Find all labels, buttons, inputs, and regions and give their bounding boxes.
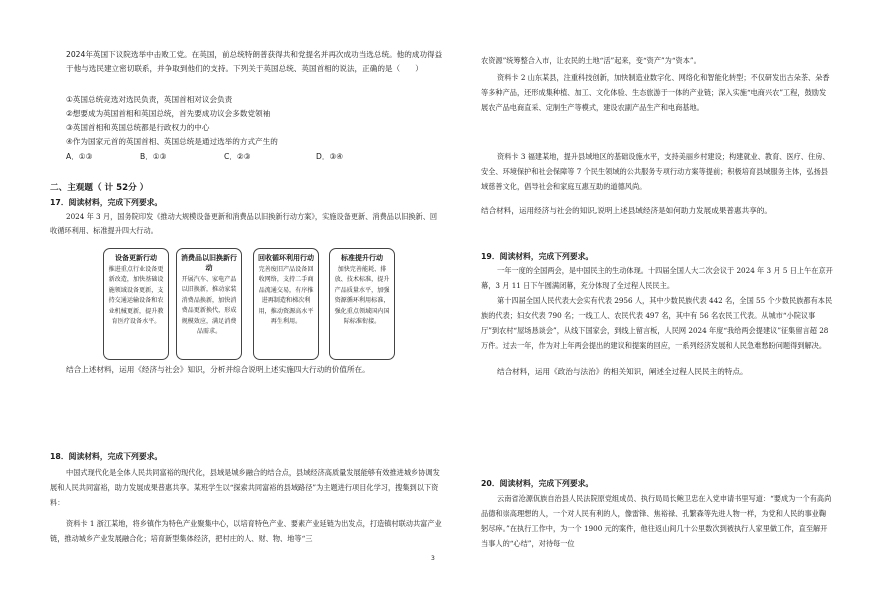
option-a: A．①③ bbox=[66, 152, 93, 161]
q16-options bbox=[66, 150, 444, 164]
q16-item-1: ①英国总统竞选对选民负责，英国首相对议会负责 bbox=[66, 95, 233, 104]
q16-stem: 2024年英国下议院选举中击败工党。在英国，前总统特朗普获得共和党提名并再次成功当选总统。他的成功得益于他与选民建立密切联系，并争取到他们的支持。下列关于英国总统、英国首相的说法，正确的是（ ） bbox=[66, 50, 443, 73]
q20-material: 云南省沧源佤族自治县人民法院原党组成员、执行局局长鲍卫忠在入党申请书里写道：“要成为一个有高尚品德和崇高理想的人，一个对人民有利的人，像雷锋、焦裕禄、孔繁森等先进人物一样，为党和人民的事业鞠躬尽瘁。”在执行工作中，为一个 1900 元的案件，他往返山间几十公里数次到被执行人家里做工作，直至解开当事人的“心结”，对待每一位 bbox=[481, 494, 832, 548]
box-recycling bbox=[253, 248, 319, 360]
q17-heading: 17．阅读材料，完成下列要求。 bbox=[50, 198, 163, 207]
box-title: 回收循环利用行动 bbox=[258, 254, 314, 262]
q19-material-1: 一年一度的全国两会，是中国民主的生动体现。十四届全国人大二次会议于 2024 年 3 月 5 日上午在京开幕，3 月 11 日下午圆满闭幕，充分体现了全过程人民民主。 bbox=[481, 266, 833, 290]
box-trade-in bbox=[176, 248, 242, 360]
q16-item-2: ②想要成为英国首相和英国总统，首先要成功议会多数党领袖 bbox=[66, 109, 271, 118]
r-card-2: 资料卡 2 山东某县，注重科技创新，加快制造业数字化、网络化和智能化转型；不仅研发出古朵茶、朵香等多种产品，还形成集种植、加工、文化体验、生态旅游于一体的产业链；深入实施“电商兴农”工程，鼓励发展农产品电商直采、定制生产等模式，建设农副产品生产和电商基地。 bbox=[481, 73, 830, 112]
box-standards bbox=[329, 248, 395, 360]
q16-item-3: ③英国首相和英国总统都是行政权力的中心 bbox=[66, 123, 210, 132]
q18-heading: 18．阅读材料，完成下列要求。 bbox=[50, 452, 163, 461]
q17-material: 2024 年 3 月，国务院印发《推动大规模设备更新和消费品以旧换新行动方案》，实施设备更新、消费品以旧换新、回收循环利用、标准提升四大行动。 bbox=[50, 212, 438, 235]
r-card-3: 资料卡 3 福建某地，提升县域地区的基础设施水平，支持美丽乡村建设；构建就业、教育、医疗、住房、安全、环境保护和社会保障等 7 个民生领域的公共服务专项行动方案等提前；积极培育县域服务主体，弘扬县域慈善文化，倡导社会和家庭互惠互助的道德风尚。 bbox=[481, 152, 830, 191]
box-equipment-update bbox=[103, 248, 169, 360]
box-text: 开展汽车、家电产品以旧换新，推动家装消费品换新，加快消费品更新换代，形成规模效应，满足消费品需求。 bbox=[181, 276, 237, 336]
box-title: 消费品以旧换新行动 bbox=[181, 254, 237, 272]
q18-task: 结合材料，运用经济与社会的知识,说明上述县域经济是如何助力发展成果普惠共享的。 bbox=[481, 206, 772, 215]
q19-task: 结合材料，运用《政治与法治》的相关知识，阐述全过程人民民主的特点。 bbox=[497, 367, 748, 376]
box-title: 标准提升行动 bbox=[341, 254, 383, 262]
q18-material: 中国式现代化是全体人民共同富裕的现代化，县域是城乡融合的结合点，县域经济高质量发展能够有效推进城乡协调发展和人民共同富裕，助力发展成果普惠共享。某班学生以“探索共同富裕的县域路径”为主题进行项目化学习，搜集到以下资料： bbox=[50, 468, 440, 507]
q19-heading: 19．阅读材料，完成下列要求。 bbox=[481, 252, 594, 261]
q20-heading: 20．阅读材料，完成下列要求。 bbox=[481, 479, 594, 488]
box-title: 设备更新行动 bbox=[115, 254, 157, 262]
q19-material-2: 第十四届全国人民代表大会实有代表 2956 人，其中少数民族代表 442 名，全国 55 个少数民族都有本民族的代表；妇女代表 790 名；一线工人、农民代表 497 名，其中有 56 名农民工代表。从城市“小院议事厅”到农村“屋场恳谈会”，从线下国家会，到线上留言板，人民网 2024 年度“我给两会提建议”征集留言超 28 万件。过去一年，作为对上年两会提出的建议和提案的回应，一系列经济发展和人民急难愁盼问题得到解决。 bbox=[481, 296, 833, 350]
option-b: B．①③ bbox=[140, 152, 167, 161]
r-material-1: 农资源”统筹整合入市，让农民的土地“活”起来，变“资产”为“资本”。 bbox=[481, 56, 701, 65]
page-number: 3 bbox=[431, 555, 435, 562]
option-d: D．③④ bbox=[316, 152, 344, 161]
q18-card-1: 资料卡 1 浙江某地，将乡镇作为特色产业聚集中心，以培育特色产业、要素产业延链为出发点，打造镇村联动共富产业链，推动城乡产业发展融合化；培育新型集体经济，把村庄的人、财、物、地等“三 bbox=[50, 519, 442, 543]
q17-task: 结合上述材料，运用《经济与社会》知识，分析并综合说明上述实施四大行动的价值所在。 bbox=[66, 365, 370, 374]
box-text: 推进重点行业设备更新改造，加快基础设施领域设备更新，支持交通运输设备和农业机械更新，提升教育医疗设备水平。 bbox=[108, 266, 164, 326]
q16-item-4: ④作为国家元首的英国首相、英国总统是通过选举的方式产生的 bbox=[66, 137, 278, 146]
box-text: 完善废旧产品设备回收网络，支持二手商品流通交易，有序推进再制造和梯次利用，推动资源高水平再生利用。 bbox=[258, 266, 314, 326]
box-text: 加快完善能耗、排放、技术标准，提升产品质量水平，加强资源循环利用标准，强化重点领域国内国际标准衔接。 bbox=[334, 266, 390, 326]
option-c: C．②③ bbox=[224, 152, 251, 161]
section-heading: 二、主观题（ 计 52分 ） bbox=[50, 183, 149, 193]
